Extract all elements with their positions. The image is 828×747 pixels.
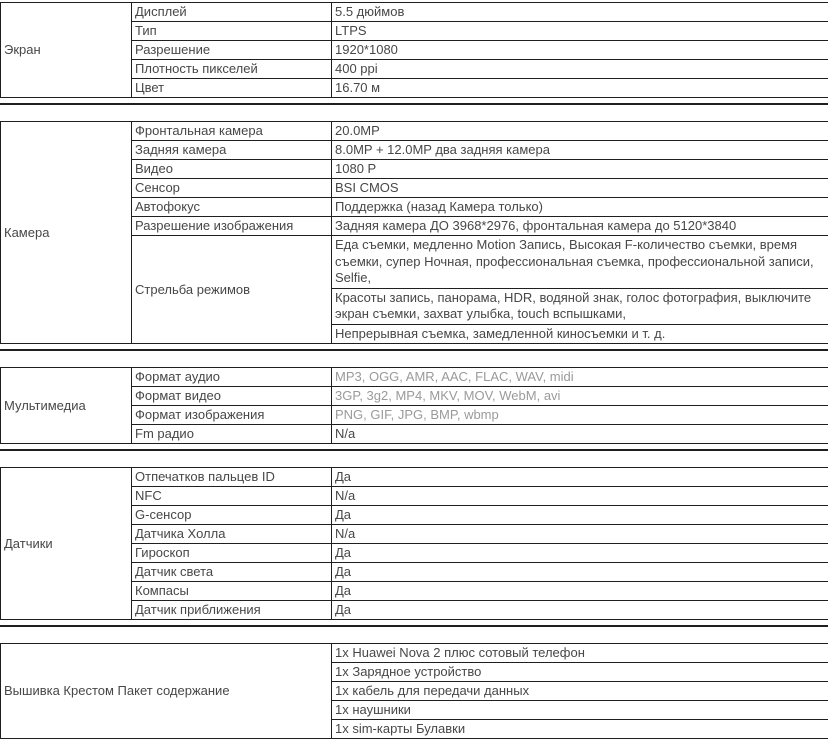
spec-name: Fm радио (132, 425, 332, 444)
spec-value: 1x Huawei Nova 2 плюс сотовый телефон (332, 644, 828, 663)
section-label-package: Вышивка Крестом Пакет содержание (1, 644, 332, 739)
spec-name: Формат изображения (132, 406, 332, 425)
spec-name: Сенсор (132, 179, 332, 198)
spec-value: MP3, OGG, AMR, AAC, FLAC, WAV, midi (332, 368, 828, 387)
section-divider (0, 349, 828, 351)
spec-name: Тип (132, 22, 332, 41)
spec-value: 16.70 м (332, 79, 828, 98)
section-label-sensors: Датчики (1, 468, 132, 620)
spec-value: 1920*1080 (332, 41, 828, 60)
spec-row (1, 122, 828, 141)
spec-name-shooting-modes: Стрельба режимов (132, 236, 332, 344)
spec-value: 1x sim-карты Булавки (332, 720, 828, 739)
section-divider (0, 103, 828, 105)
spec-row (1, 644, 828, 663)
spec-table-sensors (0, 467, 828, 620)
spec-value: Непрерывная съемка, замедленной киносъемки и т. д. (332, 324, 828, 344)
spec-value: LTPS (332, 22, 828, 41)
section-divider (0, 625, 828, 627)
spec-name: Датчик света (132, 563, 332, 582)
spec-value: 400 ppi (332, 60, 828, 79)
spec-name: Разрешение (132, 41, 332, 60)
spec-value: Да (332, 582, 828, 601)
spec-name: Разрешение изображения (132, 217, 332, 236)
section-label-camera: Камера (1, 122, 132, 344)
spec-value: N/a (332, 525, 828, 544)
spec-value: 3GP, 3g2, MP4, MKV, MOV, WebM, avi (332, 387, 828, 406)
spec-name: Задняя камера (132, 141, 332, 160)
spec-value: Да (332, 563, 828, 582)
section-label-multimedia: Мультимедиа (1, 368, 132, 444)
spec-value: BSI CMOS (332, 179, 828, 198)
spec-name: G-сенсор (132, 506, 332, 525)
spec-value: 1x наушники (332, 701, 828, 720)
spec-table-camera (0, 121, 828, 344)
spec-row (1, 468, 828, 487)
spec-value: Да (332, 601, 828, 620)
spec-value: 8.0MP + 12.0MP два задняя камера (332, 141, 828, 160)
spec-name: Видео (132, 160, 332, 179)
spec-name: Плотность пикселей (132, 60, 332, 79)
spec-value: 20.0MP (332, 122, 828, 141)
spec-value: 1080 P (332, 160, 828, 179)
spec-value: N/a (332, 425, 828, 444)
spec-name: Фронтальная камера (132, 122, 332, 141)
spec-value: PNG, GIF, JPG, BMP, wbmp (332, 406, 828, 425)
spec-table-screen (0, 2, 828, 98)
spec-name: Компасы (132, 582, 332, 601)
section-divider (0, 449, 828, 451)
spec-name: Автофокус (132, 198, 332, 217)
spec-value: Поддержка (назад Камера только) (332, 198, 828, 217)
spec-name: Формат аудио (132, 368, 332, 387)
section-label-screen: Экран (1, 3, 132, 98)
spec-value: Да (332, 506, 828, 525)
spec-value: 1x кабель для передачи данных (332, 682, 828, 701)
spec-name: Отпечатков пальцев ID (132, 468, 332, 487)
spec-value: 1x Зарядное устройство (332, 663, 828, 682)
spec-value: 5.5 дюймов (332, 3, 828, 22)
spec-value: N/a (332, 487, 828, 506)
spec-name: Дисплей (132, 3, 332, 22)
spec-value: Задняя камера ДО 3968*2976, фронтальная камера до 5120*3840 (332, 217, 828, 236)
spec-name: Датчик приближения (132, 601, 332, 620)
spec-row (1, 3, 828, 22)
spec-value: Да (332, 468, 828, 487)
spec-name: NFC (132, 487, 332, 506)
spec-row (1, 368, 828, 387)
spec-table-multimedia (0, 367, 828, 444)
spec-value: Да (332, 544, 828, 563)
spec-name: Цвет (132, 79, 332, 98)
spec-sheet (0, 2, 828, 739)
spec-table-package (0, 643, 828, 739)
spec-name: Гироскоп (132, 544, 332, 563)
spec-name: Датчика Холла (132, 525, 332, 544)
spec-value: Красоты запись, панорама, HDR, водяной знак, голос фотография, выключите экран съемки, захват улыбка, touch вспышками, (332, 288, 828, 324)
spec-name: Формат видео (132, 387, 332, 406)
spec-value: Еда съемки, медленно Motion Запись, Высокая F-количество съемки, время съемки, супер Ночная, профессиональная съемка, профессиональной записи, Selfie, (332, 236, 828, 289)
